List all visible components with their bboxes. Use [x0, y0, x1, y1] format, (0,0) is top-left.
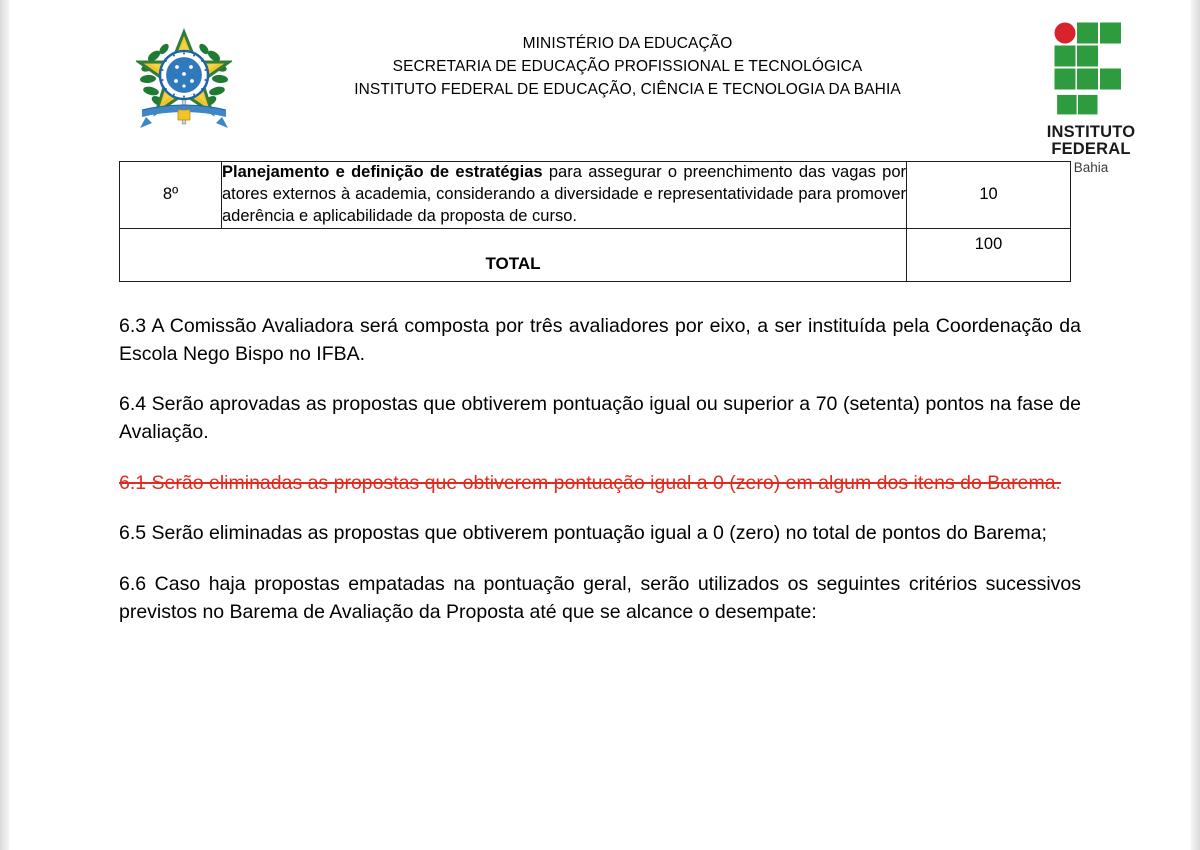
- brazil-coat-of-arms-icon: [136, 22, 232, 134]
- paragraph-6-5: 6.5 Serão eliminadas as propostas que obtiverem pontuação igual a 0 (zero) no total de pontos do Barema;: [119, 522, 1047, 545]
- instituto-federal-logo-bottom-row-icon: [1052, 94, 1130, 120]
- paragraph-6-3: 6.3 A Comissão Avaliadora será composta por três avaliadores por eixo, a ser instituída pela Coordenação da Escola Nego Bispo no IFBA.: [119, 314, 1081, 365]
- page-gutter-right: [1191, 0, 1200, 850]
- header-line-secretariat: SECRETARIA DE EDUCAÇÃO PROFISSIONAL E TECNOLÓGICA: [392, 57, 863, 75]
- coat-of-arms-container: [129, 14, 239, 134]
- barema-table: [119, 161, 1071, 282]
- table-cell-description: [222, 162, 907, 229]
- paragraph-6-6: 6.6 Caso haja propostas empatadas na pontuação geral, serão utilizados os seguintes critérios sucessivos previstos no Barema de Avaliação da Proposta até que se alcance o desempate:: [119, 572, 1081, 623]
- barema-table-container: [9, 145, 1191, 282]
- header-line-ministry: MINISTÉRIO DA EDUCAÇÃO: [522, 35, 733, 52]
- document-body: [9, 282, 1191, 627]
- table-total-value: 100: [907, 228, 1071, 281]
- table-cell-points: 10: [907, 162, 1071, 229]
- table-cell-description-rest: para assegurar o preenchimento das vagas por atores externos à academia, considerando a diversidade e representatividade para promover aderência e aplicabilidade da proposta de curso.: [222, 163, 906, 225]
- document-page: [9, 0, 1191, 850]
- table-cell-description-bold: Planejamento e definição de estratégias: [222, 163, 543, 181]
- table-cell-rank: 8º: [120, 162, 222, 229]
- table-row: [120, 162, 1071, 229]
- logo-wordmark: [1047, 124, 1136, 158]
- instituto-federal-logo-icon: [1052, 20, 1130, 96]
- table-total-label: TOTAL: [120, 228, 907, 281]
- header-line-institute: INSTITUTO FEDERAL DE EDUCAÇÃO, CIÊNCIA E TECNOLOGIA DA BAHIA: [354, 80, 901, 98]
- header-title-block: [239, 14, 1016, 102]
- logo-wordmark-line2: FEDERAL: [1051, 139, 1131, 158]
- logo-wordmark-line1: INSTITUTO: [1046, 123, 1136, 141]
- logo-campus-label: Bahia: [1073, 159, 1109, 175]
- paragraph-6-1-struck: 6.1 Serão eliminadas as propostas que obtiverem pontuação igual a 0 (zero) em algum dos itens do Barema.: [119, 471, 1061, 494]
- table-total-row: [120, 228, 1071, 281]
- institution-logo: [1016, 14, 1166, 176]
- page-gutter-left: [0, 0, 9, 850]
- paragraph-6-4: 6.4 Serão aprovadas as propostas que obtiverem pontuação igual ou superior a 70 (setenta) pontos na fase de Avaliação.: [119, 393, 1081, 443]
